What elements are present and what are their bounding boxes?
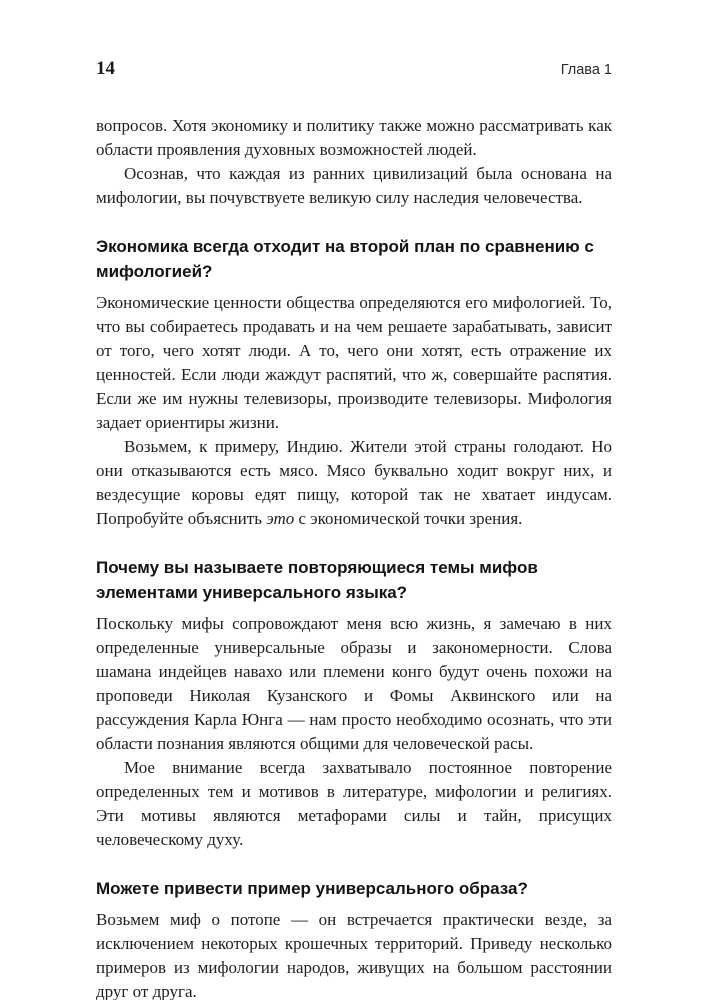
- paragraph: Осознав, что каждая из ранних цивилизаций была основана на мифологии, вы почувствуете великую силу наследия человечества.: [96, 164, 612, 207]
- answer-italic-word: это: [266, 509, 295, 528]
- answer-text-run: с экономической точки зрения.: [294, 509, 523, 528]
- answer-text-run: Возьмем, к примеру, Индию. Жители этой страны голодают. Но они отказываются есть мясо. Мясо буквально ходит вокруг них, и вездесущие коровы едят пищу, которой так не хватает индусам. Попробуйте объяснить: [96, 437, 612, 528]
- answer-paragraph: Мое внимание всегда захватывало постоянное повторение определенных тем и мотивов в литературе, мифологии и религиях. Эти мотивы являются метафорами силы и тайн, присущих человеческому духу.: [96, 758, 612, 849]
- question-heading-economics: Экономика всегда отходит на второй план по сравнению с мифологией?: [96, 237, 594, 281]
- answer-paragraph: Возьмем миф о потопе — он встречается практически везде, за исключением некоторых крошечных территорий. Приведу несколько примеров из мифологии народов, живущих на большом расстоянии друг от друга.: [96, 910, 612, 1000]
- question-heading-universal-image: Можете привести пример универсального образа?: [96, 879, 528, 898]
- page-number: 14: [96, 58, 115, 79]
- chapter-label: Глава 1: [560, 62, 612, 78]
- answer-paragraph: Поскольку мифы сопровождают меня всю жизнь, я замечаю в них определенные универсальные образы и закономерности. Слова шамана индейцев навахо или племени конго будут очень похожи на проповеди Николая Кузанского и Фомы Аквинского или на рассуждения Карла Юнга — нам просто необходимо осознать, что эти области познания являются общими для человеческой расы.: [96, 614, 612, 753]
- page-body: [96, 114, 612, 1000]
- answer-paragraph: Экономические ценности общества определяются его мифологией. То, что вы собираетесь продавать и на чем решаете зарабатывать, зависит от того, чего хотят люди. А то, чего они хотят, есть отражение их ценностей. Если люди жаждут распятий, что ж, совершайте распятия. Если же им нужны телевизоры, производите телевизоры. Мифология задает ориентиры жизни.: [96, 293, 612, 432]
- answer-paragraph: [96, 435, 612, 531]
- question-heading-universal-language: Почему вы называете повторяющиеся темы мифов элементами универсального языка?: [96, 558, 538, 602]
- paragraph-continuation: вопросов. Хотя экономику и политику также можно рассматривать как области проявления духовных возможностей людей.: [96, 116, 612, 159]
- page-header: [96, 58, 612, 80]
